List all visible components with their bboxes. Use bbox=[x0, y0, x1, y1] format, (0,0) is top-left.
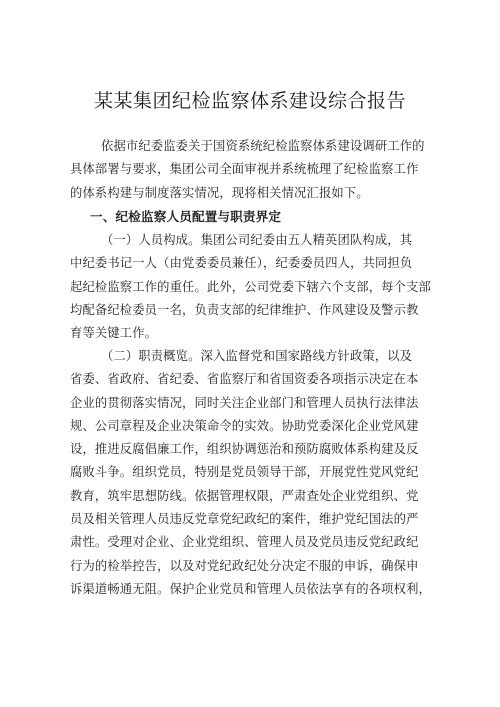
text-line: （二）职责概览。深入监督党和国家路线方针政策，以及 bbox=[101, 349, 413, 363]
text-line: （一）人员构成。集团公司纪委由五人精英团队构成，其 bbox=[101, 233, 413, 247]
document-title: 某某集团纪检监察体系建设综合报告 bbox=[93, 90, 406, 112]
section-heading-text: 一、纪检监察人员配置与职责界定 bbox=[90, 209, 282, 224]
text-line: 教育，筑牢思想防线。依据管理权限，严肃查处企业党组织、党 bbox=[70, 488, 419, 503]
text-line: 具体部署与要求，集团公司全面审视并系统梳理了纪检监察工作 bbox=[70, 162, 419, 177]
duties-paragraph bbox=[70, 345, 438, 601]
text-line: 规、公司章程及企业决策命令的实效。协助党委深化企业党风建 bbox=[70, 418, 419, 433]
text-line: 企业的贯彻落实情况，同时关注企业部门和管理人员执行法律法 bbox=[70, 395, 419, 410]
text-line: 设，推进反腐倡廉工作，组织协调惩治和预防腐败体系构建及反 bbox=[70, 442, 419, 457]
text-line: 起纪检监察工作的重任。此外，公司党委下辖六个支部，每个支部 bbox=[70, 279, 431, 294]
text-line: 依据市纪委监委关于国资系统纪检监察体系建设调研工作的 bbox=[101, 139, 425, 153]
text-line: 育等关键工作。 bbox=[70, 326, 158, 341]
text-line: 腐败斗争。组织党员，特别是党员领导干部，开展党性党风党纪 bbox=[70, 465, 419, 480]
text-line: 省委、省政府、省纪委、省监察厅和省国资委各项指示决定在本 bbox=[70, 372, 419, 387]
section-heading bbox=[70, 205, 438, 228]
text-line: 行为的检举控告，以及对党纪政纪处分决定不服的申诉，确保申 bbox=[70, 558, 419, 573]
text-line: 中纪委书记一人（由党委委员兼任），纪委委员四人，共同担负 bbox=[70, 256, 413, 271]
text-line: 诉渠道畅通无阻。保护企业党员和管理人员依法享有的各项权利， bbox=[70, 581, 431, 596]
text-line: 员及相关管理人员违反党章党纪政纪的案件，维护党纪国法的严 bbox=[70, 512, 419, 527]
text-line: 的体系构建与制度落实情况，现将相关情况汇报如下。 bbox=[70, 185, 369, 200]
personnel-paragraph bbox=[70, 229, 438, 345]
intro-paragraph bbox=[70, 135, 438, 205]
text-line: 均配备纪检委员一名，负责支部的纪律维护、作风建设及警示教 bbox=[70, 302, 419, 317]
text-line: 肃性。受理对企业、企业党组织、管理人员及党员违反党纪政纪 bbox=[70, 535, 419, 550]
